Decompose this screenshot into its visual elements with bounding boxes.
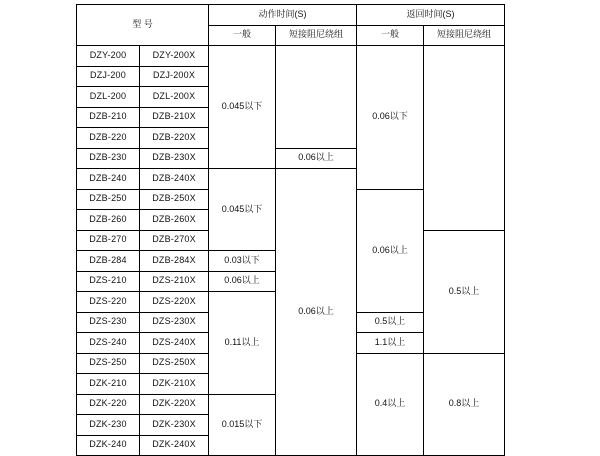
cell-model-secondary: DZB-230X xyxy=(140,148,209,169)
cell-model-primary: DZS-250 xyxy=(77,353,140,374)
cell-return-general: 0.06以上 xyxy=(357,189,424,312)
cell-model-secondary: DZK-230X xyxy=(140,415,209,436)
cell-model-primary: DZB-250 xyxy=(77,189,140,210)
header-action-time: 动作时间(S) xyxy=(209,5,357,26)
cell-return-general: 0.4以上 xyxy=(357,353,424,456)
table-header-row-1 xyxy=(77,5,505,26)
cell-model-secondary: DZB-250X xyxy=(140,189,209,210)
cell-model-secondary: DZS-250X xyxy=(140,353,209,374)
cell-model-primary: DZK-240 xyxy=(77,435,140,456)
header-action-general: 一般 xyxy=(209,25,276,46)
cell-model-primary: DZB-220 xyxy=(77,128,140,149)
cell-action-general: 0.045以下 xyxy=(209,169,276,251)
cell-model-primary: DZS-220 xyxy=(77,292,140,313)
cell-model-secondary: DZY-200X xyxy=(140,46,209,67)
cell-model-secondary: DZL-200X xyxy=(140,87,209,108)
cell-return-general: 0.5以上 xyxy=(357,312,424,333)
cell-action-general: 0.03以下 xyxy=(209,251,276,272)
cell-action-general: 0.015以下 xyxy=(209,394,276,456)
cell-model-secondary: DZK-210X xyxy=(140,374,209,395)
cell-model-primary: DZS-230 xyxy=(77,312,140,333)
cell-model-primary: DZJ-200 xyxy=(77,66,140,87)
cell-return-damping: 0.8以上 xyxy=(424,353,505,456)
table-row xyxy=(77,46,505,67)
header-return-general: 一般 xyxy=(357,25,424,46)
cell-model-primary: DZB-240 xyxy=(77,169,140,190)
cell-return-damping: 0.5以上 xyxy=(424,230,505,353)
cell-action-general: 0.06以上 xyxy=(209,271,276,292)
header-return-damping: 短接阻尼绕组 xyxy=(424,25,505,46)
cell-model-secondary: DZS-210X xyxy=(140,271,209,292)
cell-model-secondary: DZB-270X xyxy=(140,230,209,251)
cell-model-primary: DZK-210 xyxy=(77,374,140,395)
cell-model-primary: DZK-220 xyxy=(77,394,140,415)
relay-timing-table xyxy=(76,4,505,456)
table-body xyxy=(77,46,505,456)
cell-model-secondary: DZB-240X xyxy=(140,169,209,190)
cell-model-secondary: DZS-220X xyxy=(140,292,209,313)
cell-return-general: 1.1以上 xyxy=(357,333,424,354)
cell-action-damping xyxy=(276,46,357,149)
header-return-time: 返回时间(S) xyxy=(357,5,505,26)
cell-action-damping: 0.06以上 xyxy=(276,148,357,169)
cell-model-primary: DZB-284 xyxy=(77,251,140,272)
header-action-damping: 短接阻尼绕组 xyxy=(276,25,357,46)
cell-return-general: 0.06以下 xyxy=(357,46,424,190)
table-header xyxy=(77,5,505,46)
header-type: 型 号 xyxy=(77,5,209,46)
cell-model-secondary: DZK-240X xyxy=(140,435,209,456)
cell-action-damping: 0.06以上 xyxy=(276,169,357,456)
cell-model-primary: DZL-200 xyxy=(77,87,140,108)
cell-model-secondary: DZS-240X xyxy=(140,333,209,354)
cell-model-secondary: DZK-220X xyxy=(140,394,209,415)
cell-model-primary: DZB-230 xyxy=(77,148,140,169)
cell-model-secondary: DZS-230X xyxy=(140,312,209,333)
cell-model-secondary: DZB-220X xyxy=(140,128,209,149)
cell-model-primary: DZB-260 xyxy=(77,210,140,231)
cell-return-damping xyxy=(424,46,505,231)
cell-model-secondary: DZJ-200X xyxy=(140,66,209,87)
cell-action-general: 0.045以下 xyxy=(209,46,276,169)
cell-model-primary: DZY-200 xyxy=(77,46,140,67)
cell-model-secondary: DZB-284X xyxy=(140,251,209,272)
cell-action-general: 0.11以上 xyxy=(209,292,276,395)
cell-model-primary: DZB-210 xyxy=(77,107,140,128)
cell-model-primary: DZS-240 xyxy=(77,333,140,354)
cell-model-primary: DZK-230 xyxy=(77,415,140,436)
cell-model-secondary: DZB-260X xyxy=(140,210,209,231)
cell-model-primary: DZB-270 xyxy=(77,230,140,251)
cell-model-secondary: DZB-210X xyxy=(140,107,209,128)
cell-model-primary: DZS-210 xyxy=(77,271,140,292)
